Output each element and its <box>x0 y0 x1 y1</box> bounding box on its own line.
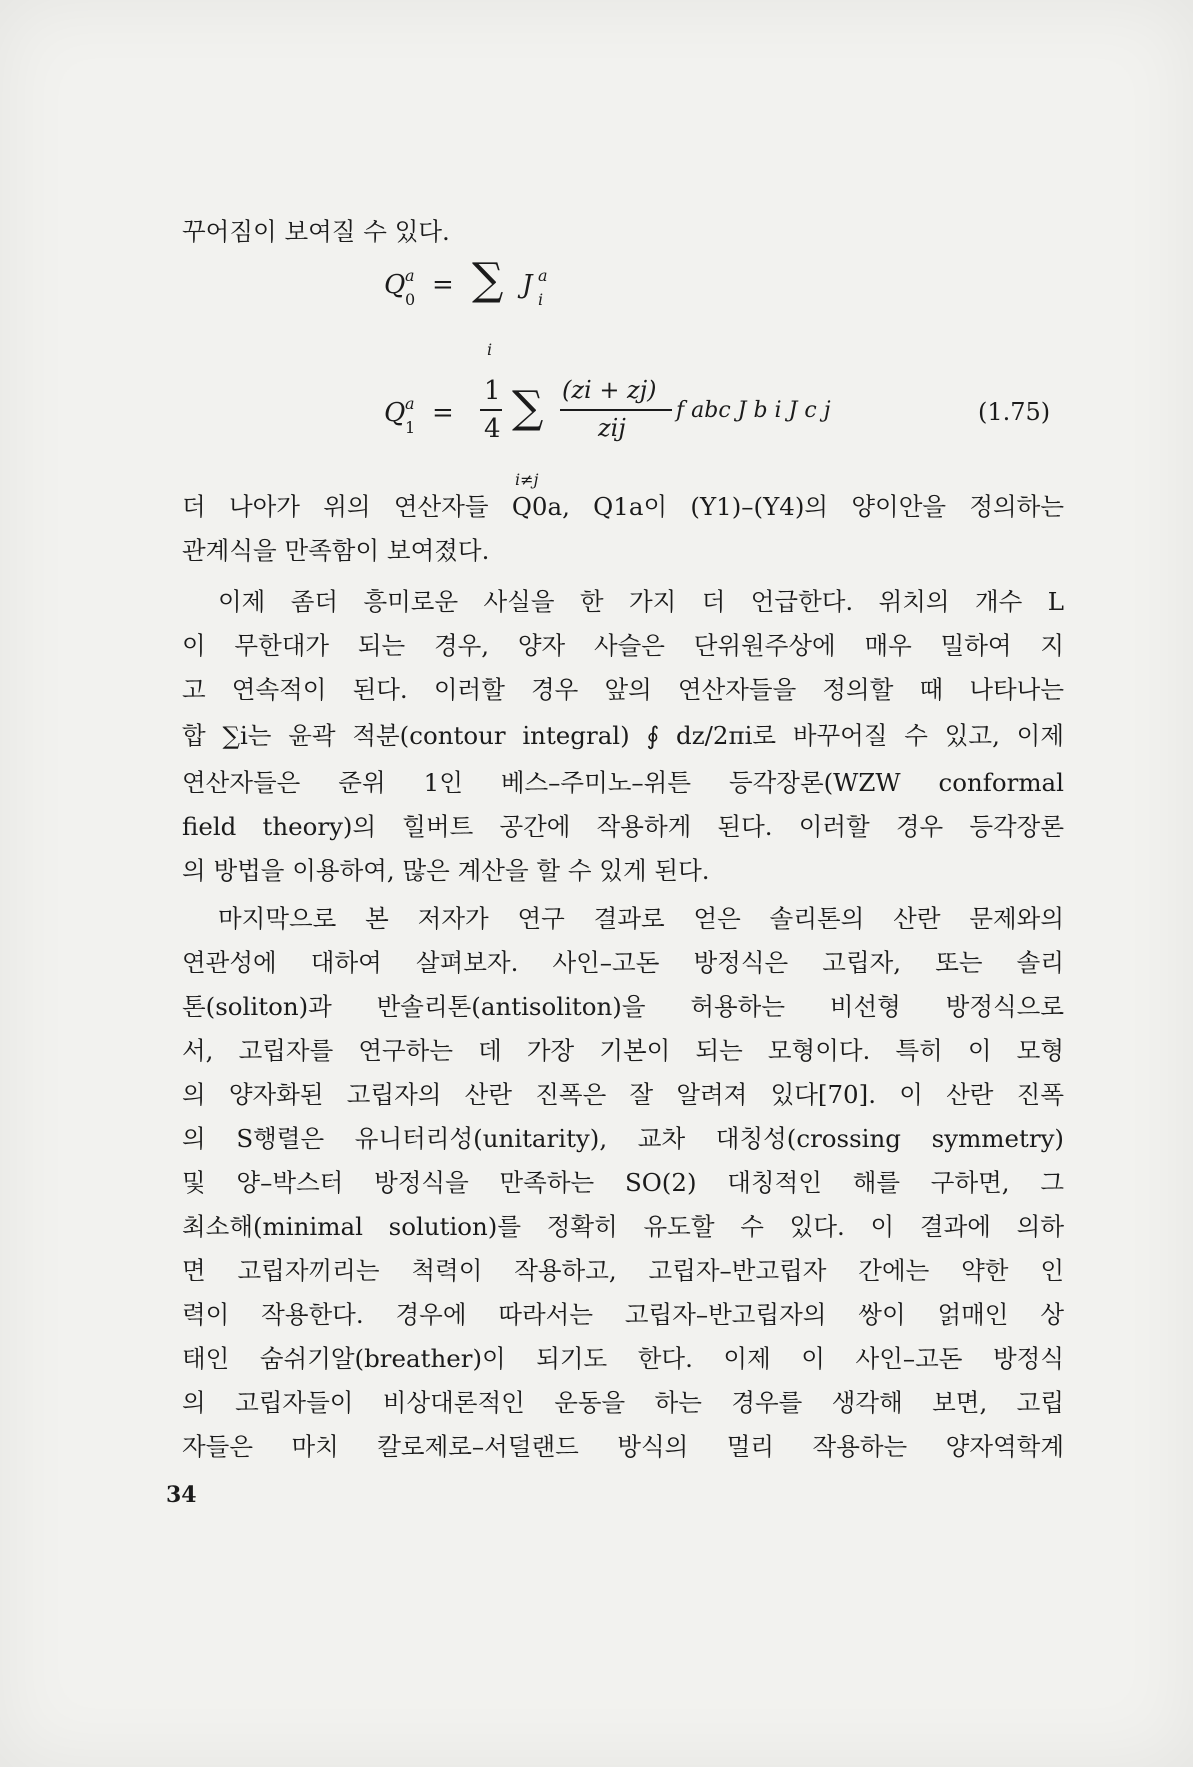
equals-sign-1: = <box>432 270 454 300</box>
fraction-2-denominator: zij <box>598 414 626 442</box>
equals-sign-2: = <box>432 398 454 428</box>
sum-symbol-1: ∑ <box>472 254 504 305</box>
text-line: 자들은 마치 칼로제로–서덜랜드 방식의 멀리 작용하는 양자역학계 <box>182 1432 1064 1461</box>
sum-index-1: i <box>487 340 493 359</box>
text-line: 의 S행렬은 유니터리성(unitarity), 교차 대칭성(crossing symmetry) <box>182 1124 1064 1153</box>
fraction-2-numerator: (zi + zj) <box>562 376 657 404</box>
text-line: 연관성에 대하여 살펴보자. 사인–고돈 방정식은 고립자, 또는 솔리 <box>182 948 1064 977</box>
text-line: 관계식을 만족함이 보여졌다. <box>182 536 490 565</box>
q0-superscript: a <box>405 266 415 285</box>
j-symbol-1: J <box>522 270 533 300</box>
page-number: 34 <box>166 1482 197 1508</box>
text-line: 의 고립자들이 비상대론적인 운동을 하는 경우를 생각해 보면, 고립 <box>182 1388 1064 1417</box>
q1-symbol: Q <box>384 398 406 428</box>
text-line: 이제 좀더 흥미로운 사실을 한 가지 더 언급한다. 위치의 개수 L <box>218 587 1064 616</box>
j-subscript-1: i <box>538 290 544 309</box>
equation-number: (1.75) <box>978 398 1051 426</box>
j-superscript-1: a <box>538 266 548 285</box>
text-line: 이 무한대가 되는 경우, 양자 사슬은 단위원주상에 매우 밀하여 지 <box>182 631 1064 660</box>
equation-tail: f abc J b i J c j <box>676 398 831 423</box>
text-line: 최소해(minimal solution)를 정확히 유도할 수 있다. 이 결과에 의하 <box>182 1212 1064 1241</box>
fraction-1-numerator: 1 <box>484 376 501 406</box>
text-line: 고 연속적이 된다. 이러할 경우 앞의 연산자들을 정의할 때 나타나는 <box>182 675 1064 704</box>
q1-superscript: a <box>405 394 415 413</box>
fraction-2-bar <box>560 409 672 411</box>
text-line: 톤(soliton)과 반솔리톤(antisoliton)을 허용하는 비선형 방정식으로 <box>182 992 1064 1021</box>
q0-symbol: Q <box>384 270 406 300</box>
fraction-1-denominator: 4 <box>484 414 501 444</box>
q1-subscript: 1 <box>405 418 416 437</box>
text-line: 의 방법을 이용하여, 많은 계산을 할 수 있게 된다. <box>182 856 710 885</box>
text-line: 태인 숨쉬기알(breather)이 되기도 한다. 이제 이 사인–고돈 방정식 <box>182 1344 1064 1373</box>
text-line: 력이 작용한다. 경우에 따라서는 고립자–반고립자의 쌍이 얽매인 상 <box>182 1300 1064 1329</box>
text-line: 연산자들은 준위 1인 베스–주미노–위튼 등각장론(WZW conformal <box>182 768 1064 797</box>
text-line: field theory)의 힐버트 공간에 작용하게 된다. 이러할 경우 등각장론 <box>182 812 1064 841</box>
text-line: 마지막으로 본 저자가 연구 결과로 얻은 솔리톤의 산란 문제와의 <box>218 904 1064 933</box>
fraction-1-bar <box>480 409 502 411</box>
text-line: 및 양–박스터 방정식을 만족하는 SO(2) 대칭적인 해를 구하면, 그 <box>182 1168 1064 1197</box>
sum-index-2: i≠j <box>515 470 539 489</box>
text-line: 합 ∑i는 윤곽 적분(contour integral) ∮ dz/2πi로 바꾸어질 수 있고, 이제 <box>182 721 1064 750</box>
text-line: 더 나아가 위의 연산자들 Q0a, Q1a이 (Y1)–(Y4)의 양이안을 정의하는 <box>182 492 1064 521</box>
intro-line: 꾸어짐이 보여질 수 있다. <box>182 217 450 246</box>
text-line: 서, 고립자를 연구하는 데 가장 기본이 되는 모형이다. 특히 이 모형 <box>182 1036 1064 1065</box>
sum-symbol-2: ∑ <box>512 382 544 433</box>
q0-subscript: 0 <box>405 290 416 309</box>
text-line: 면 고립자끼리는 척력이 작용하고, 고립자–반고립자 간에는 약한 인 <box>182 1256 1064 1285</box>
text-line: 의 양자화된 고립자의 산란 진폭은 잘 알려져 있다[70]. 이 산란 진폭 <box>182 1080 1064 1109</box>
